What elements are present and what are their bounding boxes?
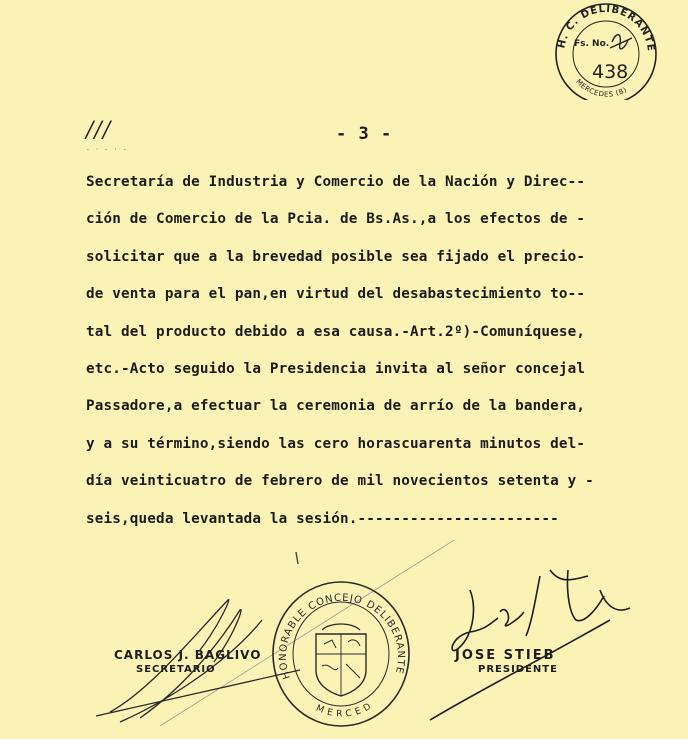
- text-line: día veinticuatro de febrero de mil novecientos setenta y -: [86, 473, 594, 490]
- text-line: de venta para el pan,en virtud del desabastecimiento to--: [86, 286, 586, 303]
- president-title: PRESIDENTE: [478, 664, 558, 675]
- text-line: tal del producto debido a esa causa.-Art.2º)-Comuníquese,: [86, 323, 586, 340]
- marker-underline: - · - · -: [86, 146, 128, 153]
- stamp-number: 438: [592, 61, 629, 83]
- text-line: etc.-Acto seguido la Presidencia invita al señor concejal: [86, 360, 586, 377]
- text-line: Passadore,a efectuar la ceremonia de arrío de la bandera,: [86, 398, 586, 415]
- council-seal: [270, 578, 412, 728]
- president-name: JOSE STIEB: [455, 648, 556, 663]
- text-line: seis,queda levantada la sesión.-----------------------: [86, 510, 559, 527]
- right-signature-scribble: [430, 570, 630, 720]
- text-line: solicitar que a la brevedad posible sea fijado el precio-: [86, 248, 586, 265]
- signature-area: [0, 540, 688, 739]
- stamp-label: Fs. No.: [574, 39, 610, 49]
- stamp-top-text: H. C. DELIBERANTE: [556, 3, 657, 53]
- text-line: ción de Comercio de la Pcia. de Bs.As.,a los efectos de -: [86, 211, 586, 228]
- secretary-title: SECRETARIO: [136, 664, 216, 675]
- stamp-bottom-text: MERCEDES (B): [574, 77, 629, 99]
- seal-ring-text: HONORABLE CONCEJO DELIBERANTE: [277, 592, 407, 681]
- text-line: Secretaría de Industria y Comercio de la Nación y Direc--: [86, 174, 586, 190]
- folio-stamp: [550, 2, 662, 100]
- page-number: - 3 -: [336, 124, 393, 144]
- minutes-text: [86, 170, 666, 544]
- secretary-name: CARLOS J. BAGLIVO: [114, 648, 262, 662]
- text-line: y a su término,siendo las cero horascuarenta minutos del-: [86, 435, 586, 452]
- continuation-marker: ///: [86, 118, 112, 143]
- seal-bottom-text: MERCED: [314, 699, 377, 720]
